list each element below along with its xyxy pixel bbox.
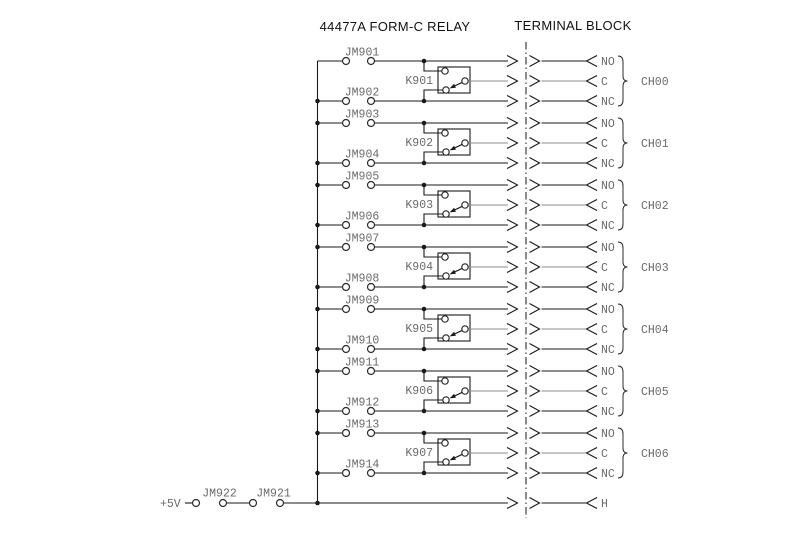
terminal-label: NO bbox=[601, 428, 615, 441]
relay-no-tap bbox=[424, 123, 442, 133]
connector-chevron-in bbox=[530, 448, 540, 459]
terminal-fork bbox=[587, 344, 598, 355]
relay-nc-pin bbox=[443, 87, 449, 93]
terminal-fork bbox=[587, 220, 598, 231]
jumper-pin bbox=[277, 500, 284, 507]
jumper-label: JM904 bbox=[344, 148, 380, 162]
jumper-pin bbox=[193, 500, 200, 507]
connector-chevron-out bbox=[507, 324, 518, 335]
connector-chevron-in bbox=[530, 468, 540, 479]
armature-arrowhead bbox=[450, 456, 456, 461]
terminal-fork bbox=[587, 468, 598, 479]
connector-chevron-out bbox=[507, 262, 518, 273]
armature-arrowhead bbox=[450, 84, 456, 89]
armature bbox=[455, 330, 463, 334]
terminal-fork bbox=[587, 76, 598, 87]
connector-chevron-out bbox=[507, 468, 518, 479]
connector-chevron-in bbox=[530, 118, 540, 129]
relay-no-pin bbox=[442, 130, 448, 136]
channel-CH04 bbox=[315, 295, 669, 358]
armature bbox=[455, 82, 463, 86]
relay-common-pin bbox=[462, 202, 468, 208]
terminal-fork bbox=[587, 324, 598, 335]
terminal-section-title: TERMINAL BLOCK bbox=[514, 18, 632, 33]
terminal-label: NO bbox=[601, 118, 615, 131]
jumper-label: JM901 bbox=[344, 46, 380, 60]
connector-chevron-in bbox=[530, 262, 540, 273]
connector-chevron-in bbox=[530, 498, 540, 509]
terminal-label: NC bbox=[601, 220, 615, 233]
terminal-fork bbox=[587, 118, 598, 129]
channel-CH00 bbox=[315, 47, 669, 110]
terminal-label: C bbox=[601, 324, 608, 337]
relay-no-tap bbox=[424, 371, 442, 381]
connector-chevron-out bbox=[507, 200, 518, 211]
jumper-pin bbox=[250, 500, 257, 507]
channel-brace bbox=[618, 118, 628, 168]
bus-junction-dot bbox=[315, 161, 320, 166]
connector-chevron-in bbox=[530, 344, 540, 355]
relay-no-pin bbox=[442, 378, 448, 384]
relay-nc-pin bbox=[443, 397, 449, 403]
connector-chevron-out bbox=[507, 138, 518, 149]
relay-nc-pin bbox=[443, 335, 449, 341]
relay-label: K904 bbox=[405, 261, 433, 274]
connector-chevron-out bbox=[507, 180, 518, 191]
channel-CH06 bbox=[315, 419, 669, 482]
connector-chevron-in bbox=[530, 324, 540, 335]
relay-no-pin bbox=[442, 68, 448, 74]
jumper-label: JM903 bbox=[344, 108, 380, 122]
connector-chevron-out bbox=[507, 118, 518, 129]
connector-chevron-in bbox=[530, 96, 540, 107]
bus-junction-dot bbox=[315, 223, 320, 228]
bus-junction-dot bbox=[315, 501, 320, 506]
bus-junction-dot bbox=[315, 471, 320, 476]
relay-nc-pin bbox=[443, 149, 449, 155]
connector-chevron-out bbox=[507, 56, 518, 67]
relay-no-pin bbox=[442, 316, 448, 322]
relay-label: K907 bbox=[405, 447, 433, 460]
bus-junction-dot bbox=[315, 409, 320, 414]
terminal-fork bbox=[587, 180, 598, 191]
relay-common-pin bbox=[462, 326, 468, 332]
connector-chevron-in bbox=[530, 76, 540, 87]
channel-brace bbox=[618, 366, 628, 416]
relay-no-pin bbox=[442, 440, 448, 446]
relay-no-tap bbox=[424, 61, 442, 71]
channel-brace bbox=[618, 56, 628, 106]
terminal-label: H bbox=[601, 498, 608, 511]
jumper-label: JM902 bbox=[344, 86, 380, 100]
connector-chevron-out bbox=[507, 242, 518, 253]
relay-nc-tap bbox=[424, 338, 443, 349]
connector-chevron-out bbox=[507, 96, 518, 107]
bus-junction-dot bbox=[315, 121, 320, 126]
connector-chevron-out bbox=[507, 76, 518, 87]
relay-nc-tap bbox=[424, 400, 443, 411]
channel-CH03 bbox=[315, 233, 669, 296]
connector-chevron-in bbox=[530, 386, 540, 397]
jumper-label: JM911 bbox=[344, 356, 380, 370]
jumper-label: JM906 bbox=[344, 210, 380, 224]
jumper-pin bbox=[220, 500, 227, 507]
connector-chevron-out bbox=[507, 498, 518, 509]
armature bbox=[455, 144, 463, 148]
terminal-fork bbox=[587, 366, 598, 377]
connector-chevron-out bbox=[507, 304, 518, 315]
channel-label: CH05 bbox=[641, 386, 669, 399]
terminal-label: C bbox=[601, 448, 608, 461]
relay-label: K902 bbox=[405, 137, 433, 150]
relay-common-pin bbox=[462, 388, 468, 394]
armature-arrowhead bbox=[450, 394, 456, 399]
channel-brace bbox=[618, 242, 628, 292]
relay-common-pin bbox=[462, 140, 468, 146]
terminal-fork bbox=[587, 498, 598, 509]
channel-label: CH03 bbox=[641, 262, 669, 275]
connector-chevron-in bbox=[530, 56, 540, 67]
connector-chevron-in bbox=[530, 138, 540, 149]
channel-label: CH06 bbox=[641, 448, 669, 461]
connector-chevron-in bbox=[530, 200, 540, 211]
jumper-label: JM905 bbox=[344, 170, 380, 184]
channel-label: CH01 bbox=[641, 138, 669, 151]
connector-chevron-in bbox=[530, 282, 540, 293]
terminal-fork bbox=[587, 56, 598, 67]
terminal-label: C bbox=[601, 386, 608, 399]
terminal-label: NO bbox=[601, 304, 615, 317]
terminal-label: C bbox=[601, 262, 608, 275]
terminal-fork bbox=[587, 304, 598, 315]
bus-junction-dot bbox=[315, 369, 320, 374]
terminal-label: NO bbox=[601, 366, 615, 379]
relay-nc-tap bbox=[424, 462, 443, 473]
terminal-fork bbox=[587, 448, 598, 459]
terminal-label: NO bbox=[601, 56, 615, 69]
bus-junction-dot bbox=[315, 431, 320, 436]
connector-chevron-out bbox=[507, 428, 518, 439]
channel-brace bbox=[618, 180, 628, 230]
armature-arrowhead bbox=[450, 332, 456, 337]
relay-section-title: 44477A FORM-C RELAY bbox=[319, 19, 471, 34]
connector-chevron-out bbox=[507, 282, 518, 293]
terminal-fork bbox=[587, 138, 598, 149]
connector-chevron-in bbox=[530, 406, 540, 417]
bus-junction-dot bbox=[315, 285, 320, 290]
relay-no-tap bbox=[424, 433, 442, 443]
armature-arrowhead bbox=[450, 146, 456, 151]
terminal-label: NC bbox=[601, 344, 615, 357]
terminal-label: NC bbox=[601, 282, 615, 295]
terminal-fork bbox=[587, 428, 598, 439]
connector-chevron-out bbox=[507, 366, 518, 377]
terminal-label: NC bbox=[601, 158, 615, 171]
armature-arrowhead bbox=[450, 208, 456, 213]
armature bbox=[455, 392, 463, 396]
connector-chevron-in bbox=[530, 242, 540, 253]
terminal-label: NO bbox=[601, 242, 615, 255]
relay-label: K905 bbox=[405, 323, 433, 336]
channel-label: CH04 bbox=[641, 324, 669, 337]
relay-common-pin bbox=[462, 78, 468, 84]
terminal-label: C bbox=[601, 138, 608, 151]
bus-junction-dot bbox=[315, 347, 320, 352]
relay-common-pin bbox=[462, 264, 468, 270]
terminal-label: NO bbox=[601, 180, 615, 193]
relay-nc-pin bbox=[443, 211, 449, 217]
channel-brace bbox=[618, 304, 628, 354]
channel-label: CH02 bbox=[641, 200, 669, 213]
relay-label: K906 bbox=[405, 385, 433, 398]
terminal-fork bbox=[587, 262, 598, 273]
armature bbox=[455, 268, 463, 272]
terminal-fork bbox=[587, 282, 598, 293]
jumper-label: JM910 bbox=[344, 334, 380, 348]
jumper-label: JM908 bbox=[344, 272, 380, 286]
connector-chevron-out bbox=[507, 158, 518, 169]
terminal-fork bbox=[587, 242, 598, 253]
terminal-label: C bbox=[601, 76, 608, 89]
relay-nc-pin bbox=[443, 273, 449, 279]
terminal-label: C bbox=[601, 200, 608, 213]
relay-common-pin bbox=[462, 450, 468, 456]
relay-no-pin bbox=[442, 254, 448, 260]
armature bbox=[455, 454, 463, 458]
connector-chevron-in bbox=[530, 366, 540, 377]
terminal-label: NC bbox=[601, 96, 615, 109]
power-row bbox=[160, 488, 608, 512]
terminal-fork bbox=[587, 158, 598, 169]
terminal-fork bbox=[587, 96, 598, 107]
jumper-label: JM912 bbox=[344, 396, 380, 410]
relay-nc-tap bbox=[424, 214, 443, 225]
terminal-fork bbox=[587, 406, 598, 417]
connector-chevron-in bbox=[530, 220, 540, 231]
bus-junction-dot bbox=[315, 245, 320, 250]
connector-chevron-out bbox=[507, 344, 518, 355]
connector-chevron-out bbox=[507, 406, 518, 417]
relay-no-pin bbox=[442, 192, 448, 198]
relay-nc-pin bbox=[443, 459, 449, 465]
relay-label: K901 bbox=[405, 75, 433, 88]
armature bbox=[455, 206, 463, 210]
jumper-label: JM914 bbox=[344, 458, 380, 472]
terminal-fork bbox=[587, 200, 598, 211]
armature-arrowhead bbox=[450, 270, 456, 275]
relay-nc-tap bbox=[424, 276, 443, 287]
relay-nc-tap bbox=[424, 90, 443, 101]
channel-label: CH00 bbox=[641, 76, 669, 89]
bus-junction-dot bbox=[315, 307, 320, 312]
jumper-label: JM913 bbox=[344, 418, 380, 432]
connector-chevron-in bbox=[530, 304, 540, 315]
relay-no-tap bbox=[424, 247, 442, 257]
connector-chevron-out bbox=[507, 220, 518, 231]
relay-nc-tap bbox=[424, 152, 443, 163]
jumper-label: JM921 bbox=[256, 487, 291, 501]
connector-chevron-in bbox=[530, 428, 540, 439]
relay-no-tap bbox=[424, 185, 442, 195]
terminal-fork bbox=[587, 386, 598, 397]
jumper-label: JM907 bbox=[344, 232, 380, 246]
channel-brace bbox=[618, 428, 628, 478]
relay-no-tap bbox=[424, 309, 442, 319]
jumper-label: JM922 bbox=[202, 487, 237, 501]
relay-label: K903 bbox=[405, 199, 433, 212]
connector-chevron-out bbox=[507, 448, 518, 459]
connector-chevron-out bbox=[507, 386, 518, 397]
power-source-label: +5V bbox=[160, 498, 181, 511]
channel-CH05 bbox=[315, 357, 669, 420]
bus-junction-dot bbox=[315, 183, 320, 188]
terminal-label: NC bbox=[601, 406, 615, 419]
channel-CH01 bbox=[315, 109, 669, 172]
jumper-label: JM909 bbox=[344, 294, 380, 308]
connector-chevron-in bbox=[530, 180, 540, 191]
connector-chevron-in bbox=[530, 158, 540, 169]
channel-CH02 bbox=[315, 171, 669, 234]
terminal-label: NC bbox=[601, 468, 615, 481]
bus-junction-dot bbox=[315, 99, 320, 104]
